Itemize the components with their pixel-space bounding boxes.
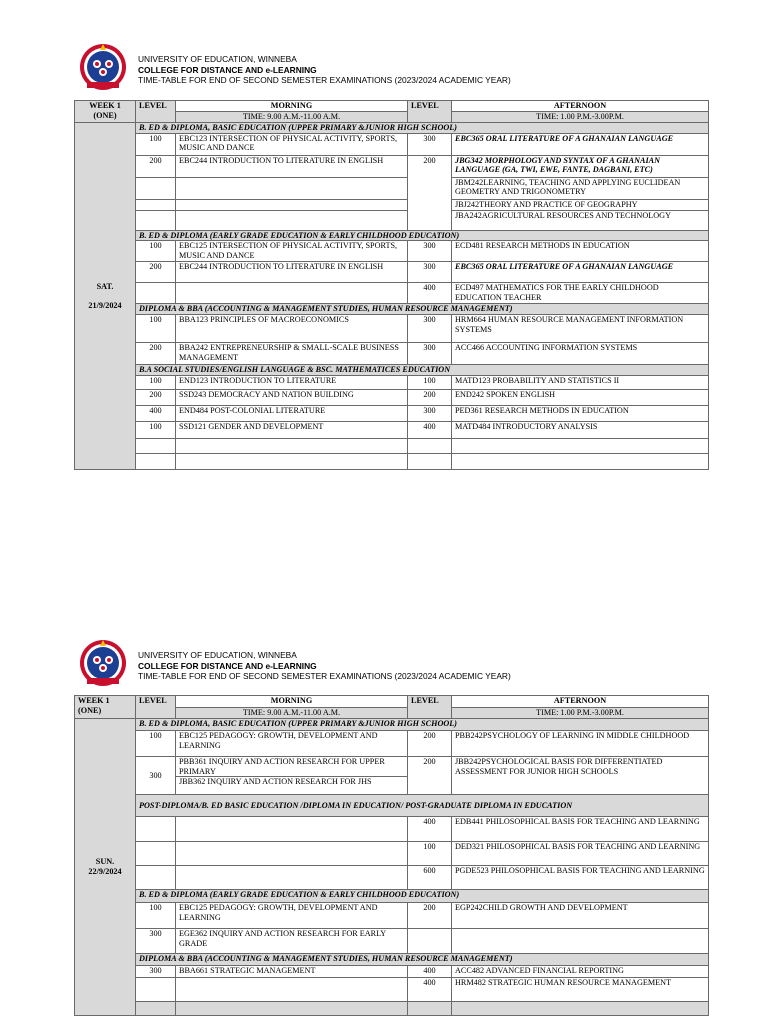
timetable-saturday [74,100,708,470]
section-header: B. ED & DIPLOMA (EARLY GRADE EDUCATION & EARLY CHILDHOOD EDUCATION) [136,230,709,241]
day-cell [75,123,136,470]
college-name: COLLEGE FOR DISTANCE AND e-LEARNING [138,660,317,671]
section-header: B. ED & DIPLOMA, BASIC EDUCATION (UPPER PRIMARY &JUNIOR HIGH SCHOOL) [136,719,709,731]
section-header: B.A SOCIAL STUDIES/ENGLISH LANGUAGE & BSC. MATHEMATICES EDUCATION [136,365,709,376]
section-header: DIPLOMA & BBA (ACCOUNTING & MANAGEMENT STUDIES, HUMAN RESOURCE MANAGEMENT) [136,304,709,315]
table-row: 100 EBC125 INTERSECTION OF PHYSICAL ACTIVITY, SPORTS, MUSIC AND DANCE 300 ECD481 RESEARCH METHODS IN EDUCATION [75,241,709,262]
section-header: POST-DIPLOMA/B. ED BASIC EDUCATION /DIPLOMA IN EDUCATION/ POST-GRADUATE DIPLOMA IN EDUCATION [136,795,709,817]
college-name: COLLEGE FOR DISTANCE AND e-LEARNING [138,64,317,75]
section-header: DIPLOMA & BBA (ACCOUNTING & MANAGEMENT STUDIES, HUMAN RESOURCE MANAGEMENT) [136,954,709,966]
table-row: 400 HRM482 STRATEGIC HUMAN RESOURCE MANAGEMENT [75,978,709,1002]
table-row: 600 PGDE523 PHILOSOPHICAL BASIS FOR TEACHING AND LEARNING [75,866,709,890]
timetable-sunday [74,695,708,1016]
table-row [75,439,709,454]
table-row: 200 EBC244 INTRODUCTION TO LITERATURE IN ENGLISH 200 JBG342 MORPHOLOGY AND SYNTAX OF A GHANAIAN LANGUAGE (GA, TWI, EWE, FANTE, DAGBANI, ETC) [75,155,709,177]
level-header: LEVEL [136,696,176,719]
table-row: JBA242AGRICULTURAL RESOURCES AND TECHNOLOGY [75,210,709,230]
week-header: WEEK 1 (ONE) [75,101,136,123]
document-title: TIME-TABLE FOR END OF SECOND SEMESTER EXAMINATIONS (2023/2024 ACADEMIC YEAR) [138,75,511,85]
table-row: 100 EBC125 PEDAGOGY: GROWTH, DEVELOPMENT AND LEARNING 200 EGP242CHILD GROWTH AND DEVELOPMENT [75,903,709,929]
header-2 [74,638,574,688]
university-name: UNIVERSITY OF EDUCATION, WINNEBA [138,54,297,64]
table-row: 300 PBB361 INQUIRY AND ACTION RESEARCH FOR UPPER PRIMARY JBB362 INQUIRY AND ACTION RESEARCH FOR JHS 200 JBB242PSYCHOLOGICAL BASIS FOR DIFFERENTIATED ASSESSMENT FOR JUNIOR HIGH SCHOOLS [75,757,709,795]
morning-time: TIME: 9.00 A.M.-11.00 A.M. [176,112,408,123]
day-name: SUN. [95,857,115,867]
week-header: WEEK 1 (ONE) [75,696,136,719]
table-row: 100 EBC125 PEDAGOGY: GROWTH, DEVELOPMENT AND LEARNING 200 PBB242PSYCHOLOGY OF LEARNING IN MIDDLE CHILDHOOD [75,731,709,757]
section-header: B. ED & DIPLOMA, BASIC EDUCATION (UPPER PRIMARY &JUNIOR HIGH SCHOOL) [136,123,709,134]
header-1 [74,42,574,92]
table-row [75,454,709,470]
table-row: 100 BBA123 PRINCIPLES OF MACROECONOMICS 300 HRM664 HUMAN RESOURCE MANAGEMENT INFORMATION SYSTEMS [75,315,709,343]
table-row: 300 BBA661 STRATEGIC MANAGEMENT 400 ACC482 ADVANCED FINANCIAL REPORTING [75,966,709,978]
table-row: 400 END484 POST-COLONIAL LITERATURE 300 PED361 RESEARCH METHODS IN EDUCATION [75,406,709,422]
table-row: 200 SSD243 DEMOCRACY AND NATION BUILDING 200 END242 SPOKEN ENGLISH [75,390,709,406]
table-row: 100 SSD121 GENDER AND DEVELOPMENT 400 MATD484 INTRODUCTORY ANALYSIS [75,422,709,439]
day-date: 22/9/2024 [88,867,122,876]
table-row: 400 EDB441 PHILOSOPHICAL BASIS FOR TEACHING AND LEARNING [75,817,709,842]
header-text [138,54,511,86]
table-row: 100 END123 INTRODUCTION TO LITERATURE 100 MATD123 PROBABILITY AND STATISTICS II [75,376,709,390]
day-cell [75,719,136,1016]
level-header: LEVEL [408,696,452,719]
afternoon-time: TIME: 1.00 P.M.-3.00P.M. [452,112,709,123]
day-date: 21/9/2024 [88,301,122,311]
table-row: 300 EGE362 INQUIRY AND ACTION RESEARCH FOR EARLY GRADE [75,929,709,954]
morning-header: MORNING [176,101,408,112]
table-row: 200 BBA242 ENTREPRENEURSHIP & SMALL-SCALE BUSINESS MANAGEMENT 300 ACC466 ACCOUNTING INFORMATION SYSTEMS [75,343,709,365]
level-header: LEVEL [408,101,452,123]
level-header: LEVEL [136,101,176,123]
table-row: 400 ECD497 MATHEMATICS FOR THE EARLY CHILDHOOD EDUCATION TEACHER [75,283,709,304]
document-title: TIME-TABLE FOR END OF SECOND SEMESTER EXAMINATIONS (2023/2024 ACADEMIC YEAR) [138,671,511,681]
table-row: JBM242LEARNING, TEACHING AND APPLYING EUCLIDEAN GEOMETRY AND TRIGONOMETRY [75,177,709,199]
day-name: SAT. [96,281,114,291]
table-row: 100 DED321 PHILOSOPHICAL BASIS FOR TEACHING AND LEARNING [75,842,709,866]
table-row: 200 EBC244 INTRODUCTION TO LITERATURE IN ENGLISH 300 EBC365 ORAL LITERATURE OF A GHANAIAN LANGUAGE [75,262,709,283]
morning-time: TIME: 9.00 A.M.-11.00 A.M. [176,708,408,719]
university-crest-icon [78,42,128,92]
morning-header: MORNING [176,696,408,708]
header-text [138,650,511,682]
section-header: B. ED & DIPLOMA (EARLY GRADE EDUCATION & EARLY CHILDHOOD EDUCATION) [136,890,709,903]
afternoon-header: AFTERNOON [452,101,709,112]
university-crest-icon [78,638,128,688]
afternoon-time: TIME: 1.00 P.M.-3.00P.M. [452,708,709,719]
table-row: 100 EBC123 INTERSECTION OF PHYSICAL ACTIVITY, SPORTS, MUSIC AND DANCE 300 EBC365 ORAL LITERATURE OF A GHANAIAN LANGUAGE [75,133,709,155]
afternoon-header: AFTERNOON [452,696,709,708]
university-name: UNIVERSITY OF EDUCATION, WINNEBA [138,650,297,660]
table-row: JBJ242THEORY AND PRACTICE OF GEOGRAPHY [75,199,709,210]
table-row [75,1002,709,1016]
